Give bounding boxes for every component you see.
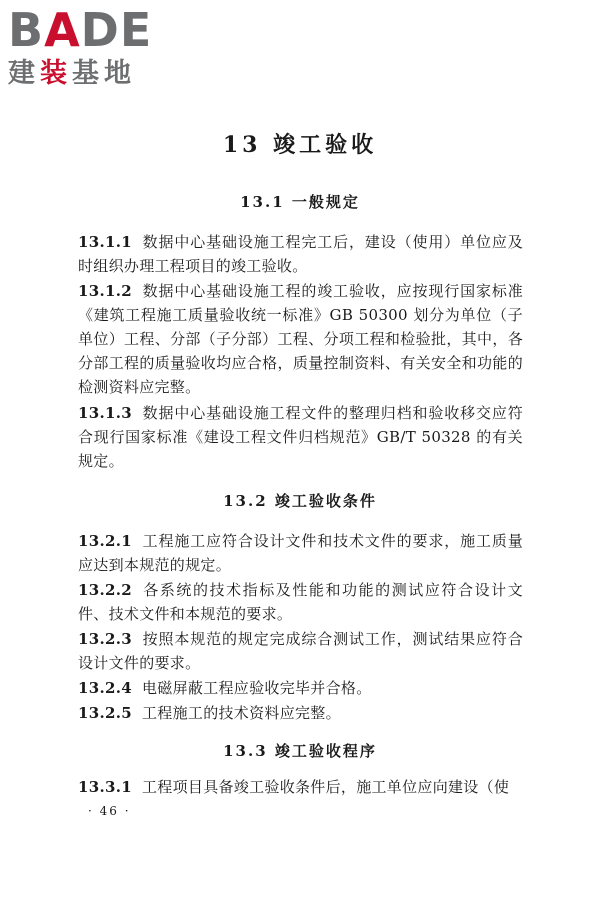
- clause-number: 13.1.2: [78, 282, 132, 300]
- clause-13-1-2: [78, 279, 523, 399]
- clause-text: 工程项目具备竣工验收条件后，施工单位应向建设（使: [142, 778, 510, 796]
- clause-13-2-3: [78, 627, 523, 675]
- clause-text: 按照本规范的规定完成综合测试工作，测试结果应符合设计文件的要求。: [78, 630, 523, 672]
- clause-13-2-5: [78, 701, 523, 725]
- clause-13-2-2: [78, 578, 523, 626]
- clause-text: 数据中心基础设施工程完工后，建设（使用）单位应及时组织办理工程项目的竣工验收。: [78, 233, 523, 275]
- clause-text: 数据中心基础设施工程的竣工验收，应按现行国家标准《建筑工程施工质量验收统一标准》GB 50300 划分为单位（子单位）工程、分部（子分部）工程、分项工程和检验批，其中，各分部工程的质量验收均应合格，质量控制资料、有关安全和功能的检测资料应完整。: [78, 282, 523, 396]
- clause-text: 各系统的技术指标及性能和功能的测试应符合设计文件、技术文件和本规范的要求。: [78, 581, 523, 623]
- logo-sub-accent: 装: [40, 58, 72, 89]
- clause-number: 13.2.2: [78, 581, 132, 599]
- brand-logo: [8, 3, 178, 90]
- section-title-13-2: 13.2 竣工验收条件: [223, 492, 377, 510]
- logo-wordmark: [8, 3, 178, 57]
- clause-text: 数据中心基础设施工程文件的整理归档和验收移交应符合现行国家标准《建设工程文件归档规范》GB/T 50328 的有关规定。: [78, 404, 523, 470]
- clause-number: 13.3.1: [78, 778, 132, 796]
- logo-sub-first: 建: [8, 58, 40, 89]
- section-title-13-1: 13.1 一般规定: [240, 193, 360, 211]
- logo-sub-rest: 基地: [72, 58, 136, 89]
- clause-number: 13.2.3: [78, 630, 132, 648]
- logo-letter-accent: A: [44, 3, 81, 57]
- logo-subtitle: [8, 58, 178, 90]
- logo-letters-prefix: B: [8, 3, 45, 57]
- clause-13-3-1: [78, 775, 523, 799]
- clause-number: 13.2.4: [78, 679, 132, 697]
- clause-13-1-1: [78, 230, 523, 278]
- clause-number: 13.1.1: [78, 233, 132, 251]
- section-title-13-3: 13.3 竣工验收程序: [223, 742, 377, 760]
- clause-13-2-1: [78, 529, 523, 577]
- page-number: · 46 ·: [88, 804, 131, 818]
- chapter-title: 13 竣工验收: [222, 132, 378, 158]
- clause-text: 电磁屏蔽工程应验收完毕并合格。: [142, 679, 372, 697]
- clause-text: 工程施工的技术资料应完整。: [142, 704, 341, 722]
- clause-13-2-4: [78, 676, 523, 700]
- clause-number: 13.2.1: [78, 532, 132, 550]
- clause-13-1-3: [78, 401, 523, 473]
- logo-letters-suffix: DE: [80, 3, 153, 57]
- clause-number: 13.1.3: [78, 404, 132, 422]
- clause-number: 13.2.5: [78, 704, 132, 722]
- clause-text: 工程施工应符合设计文件和技术文件的要求，施工质量应达到本规范的规定。: [78, 532, 523, 574]
